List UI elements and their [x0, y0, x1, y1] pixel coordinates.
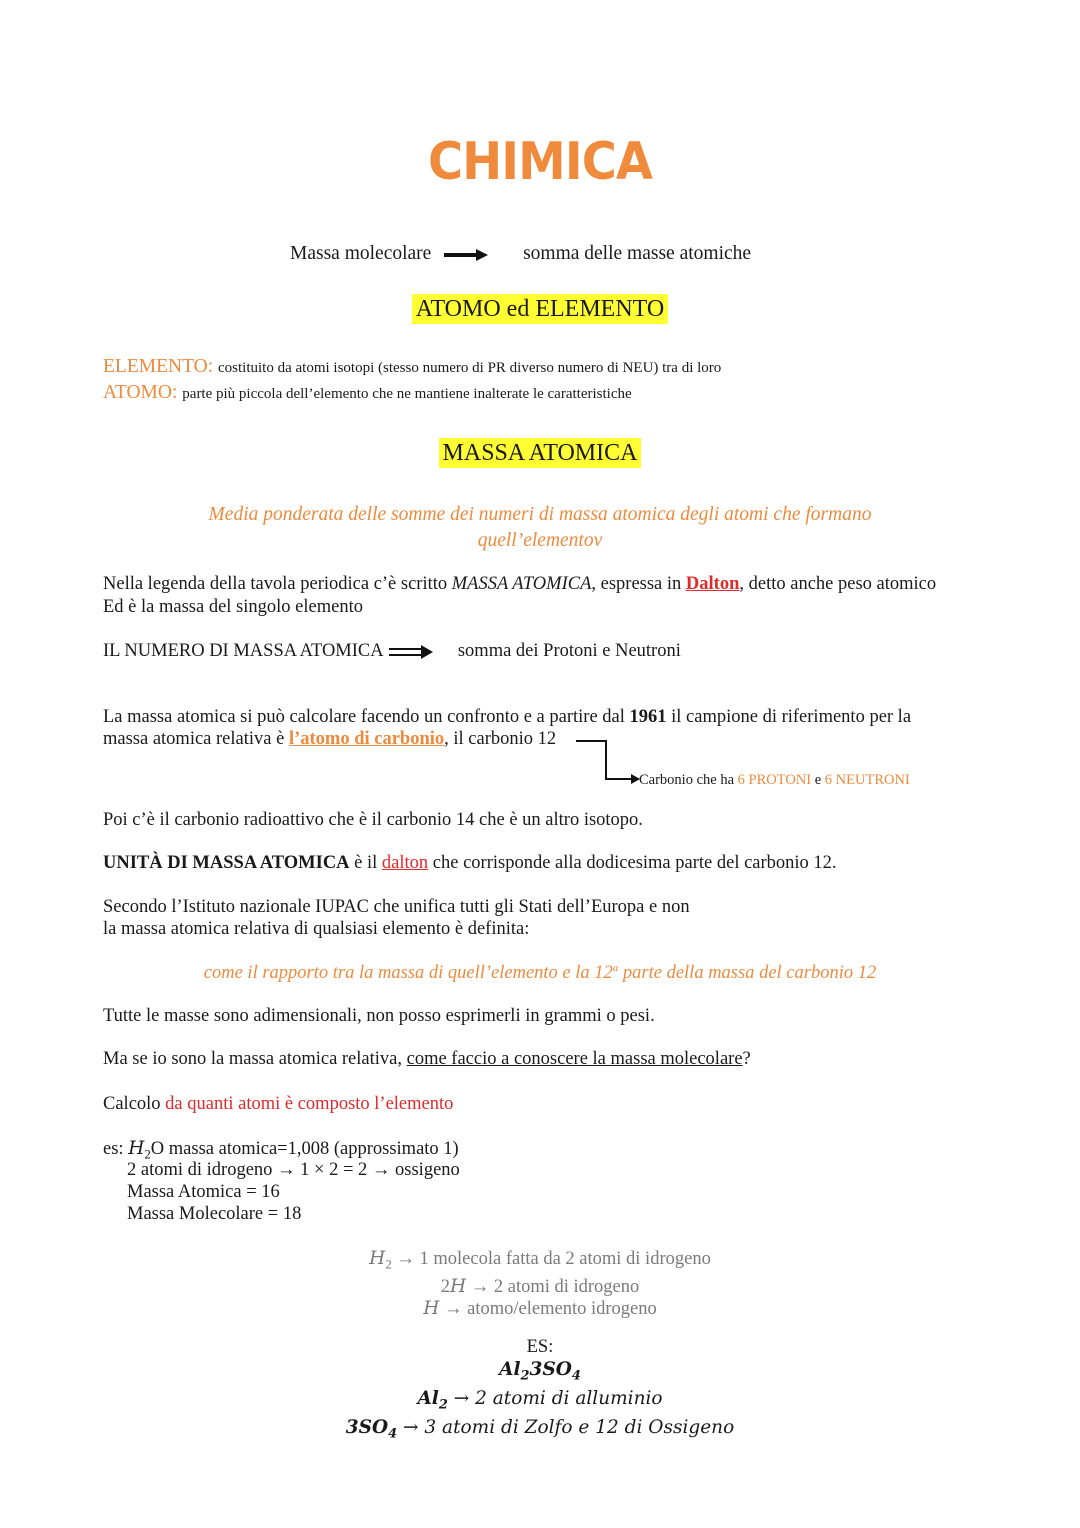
dalton-term: dalton	[381, 853, 429, 873]
domanda-underlined: come faccio a conoscere la massa molecolare	[406, 1049, 743, 1069]
calc2-text-b: , il carbonio 12	[444, 729, 557, 749]
calcolo-paragraph-2	[103, 729, 556, 750]
iupac-line-2: la massa atomica relativa di qualsiasi elemento è definita:	[103, 919, 530, 939]
gray-line-3	[0, 1298, 1080, 1320]
example-line-3: Massa Atomica = 16	[127, 1182, 280, 1202]
unita-massa-paragraph	[103, 853, 837, 874]
protoni-count: 6 PROTONI	[737, 772, 812, 788]
f3-text: → 3 atomi di Zolfo e 12 di Ossigeno	[397, 1416, 735, 1438]
elbow-arrow-icon	[576, 738, 644, 786]
f2-sub: 2	[438, 1397, 448, 1413]
f3-so: 3SO	[345, 1416, 389, 1438]
example-line-4: Massa Molecolare = 18	[127, 1204, 302, 1224]
numero-massa-def: somma dei Protoni e Neutroni	[457, 641, 681, 661]
carbonio-note	[639, 772, 910, 789]
definition-line-1: Media ponderata delle somme dei numeri di massa atomica degli atomi che formano	[208, 504, 872, 525]
massa-molecolare-label: Massa molecolare	[290, 243, 432, 264]
numero-massa-row	[103, 641, 681, 662]
domanda-paragraph	[103, 1049, 751, 1070]
f3-sub: 4	[388, 1426, 398, 1442]
definition-line-2: quell’elementov	[477, 530, 603, 551]
h-subscript: 2	[385, 1256, 392, 1272]
atomo-definition	[103, 382, 632, 404]
f1-sub-2: 4	[571, 1368, 581, 1384]
domanda-text-a: Ma se io sono la massa atomica relativa,	[103, 1049, 407, 1069]
unita-text-a: è il	[349, 853, 382, 873]
rapporto-definition	[0, 962, 1080, 984]
section-heading-atomo	[0, 296, 1080, 323]
massa-atomica-heading: MASSA ATOMICA	[439, 438, 642, 468]
gray-text-3: → atomo/elemento idrogeno	[439, 1298, 657, 1319]
massa-molecolare-row	[290, 243, 751, 265]
page-title: CHIMICA	[427, 132, 653, 192]
h-symbol: H	[449, 1275, 467, 1297]
calc-text-a: La massa atomica si può calcolare facendo un confronto e a partire dal	[103, 707, 630, 727]
gray-line-1	[0, 1248, 1080, 1276]
example-line-1	[103, 1138, 459, 1163]
section-heading-massa	[0, 440, 1080, 467]
atomo-carbonio-link: l’atomo di carbonio	[288, 729, 445, 749]
h-symbol: H	[369, 1248, 386, 1269]
massa-molecolare-def: somma delle masse atomiche	[523, 243, 752, 264]
example-text: O massa atomica=1,008 (approssimato 1)	[150, 1139, 459, 1159]
f2-al: Al	[417, 1387, 439, 1409]
legenda-line-2: Ed è la massa del singolo elemento	[103, 597, 363, 617]
gray-line-2	[0, 1276, 1080, 1298]
es-label: ES:	[526, 1337, 554, 1357]
rapporto-sup: a	[612, 962, 619, 974]
adimensionali-text: Tutte le masse sono adimensionali, non posso esprimerli in grammi o pesi.	[103, 1006, 655, 1026]
legenda-text-c: , detto anche peso atomico	[739, 574, 937, 594]
atomo-label: ATOMO:	[103, 382, 178, 403]
formula-1	[0, 1359, 1080, 1388]
domanda-text-b: ?	[742, 1049, 751, 1069]
legenda-text-a: Nella legenda della tavola periodica c’è scritto	[103, 574, 452, 594]
calc-year: 1961	[629, 707, 667, 727]
es-prefix: es:	[103, 1139, 129, 1159]
radioattivo-text: Poi c’è il carbonio radioattivo che è il carbonio 14 che è un altro isotopo.	[103, 810, 643, 830]
right-arrow-icon	[444, 248, 488, 262]
iupac-line-1: Secondo l’Istituto nazionale IUPAC che unifica tutti gli Stati dell’Europa e non	[103, 897, 690, 917]
carbonio-and: e	[811, 772, 825, 788]
right-arrow-icon	[389, 645, 433, 659]
calcolo-atomi-paragraph	[103, 1094, 453, 1115]
f1-so: 3SO	[529, 1358, 572, 1380]
legenda-text-b: , espressa in	[591, 574, 686, 594]
unita-heading: UNITÀ DI MASSA ATOMICA	[103, 853, 350, 873]
es-formula-block	[0, 1336, 1080, 1446]
h-subscript: 2	[144, 1146, 151, 1162]
f2-text: → 2 atomi di alluminio	[447, 1387, 663, 1409]
calcolo-text: Calcolo	[103, 1094, 166, 1114]
f1-al: Al	[499, 1358, 521, 1380]
elemento-label: ELEMENTO:	[103, 356, 214, 377]
f1-sub-1: 2	[520, 1368, 530, 1384]
unita-text-b: che corrisponde alla dodicesima parte del carbonio 12.	[428, 853, 837, 873]
calcolo-paragraph-1	[103, 707, 911, 728]
calcolo-red-text: da quanti atomi è composto l’elemento	[165, 1094, 454, 1114]
neutroni-count: 6 NEUTRONI	[824, 772, 910, 788]
atomo-elemento-heading: ATOMO ed ELEMENTO	[412, 294, 668, 324]
example-line-2: 2 atomi di idrogeno → 1 × 2 = 2 → ossigeno	[127, 1160, 460, 1180]
formula-3	[0, 1417, 1080, 1446]
calc-text-b: il campione di riferimento per la	[666, 707, 912, 727]
elemento-text: costituito da atomi isotopi (stesso numero di PR diverso numero di NEU) tra di loro	[218, 360, 722, 376]
formula-2	[0, 1388, 1080, 1417]
calc2-text-a: massa atomica relativa è	[103, 729, 289, 749]
gray-text-1: → 1 molecola fatta da 2 atomi di idrogeno	[391, 1249, 711, 1269]
legenda-italic: MASSA ATOMICA	[451, 574, 592, 594]
coefficient: 2	[440, 1276, 450, 1297]
atomo-text: parte più piccola dell’elemento che ne mantiene inalterate le caratteristiche	[182, 386, 632, 402]
legenda-paragraph	[103, 574, 936, 595]
carbonio-text: Carbonio che ha	[639, 772, 738, 788]
h-symbol: H	[423, 1297, 440, 1319]
elemento-definition	[103, 356, 721, 378]
rapporto-text-a: come il rapporto tra la massa di quell’elemento e la 12	[203, 963, 613, 984]
h-symbol: H	[128, 1138, 145, 1159]
idrogeno-block	[0, 1248, 1080, 1320]
numero-massa-label: IL NUMERO DI MASSA ATOMICA	[103, 641, 383, 661]
rapporto-text-b: parte della massa del carbonio 12	[618, 963, 877, 984]
media-ponderata-definition	[0, 502, 1080, 554]
dalton-link: Dalton	[685, 574, 740, 594]
gray-text-2: → 2 atomi di idrogeno	[466, 1276, 640, 1297]
